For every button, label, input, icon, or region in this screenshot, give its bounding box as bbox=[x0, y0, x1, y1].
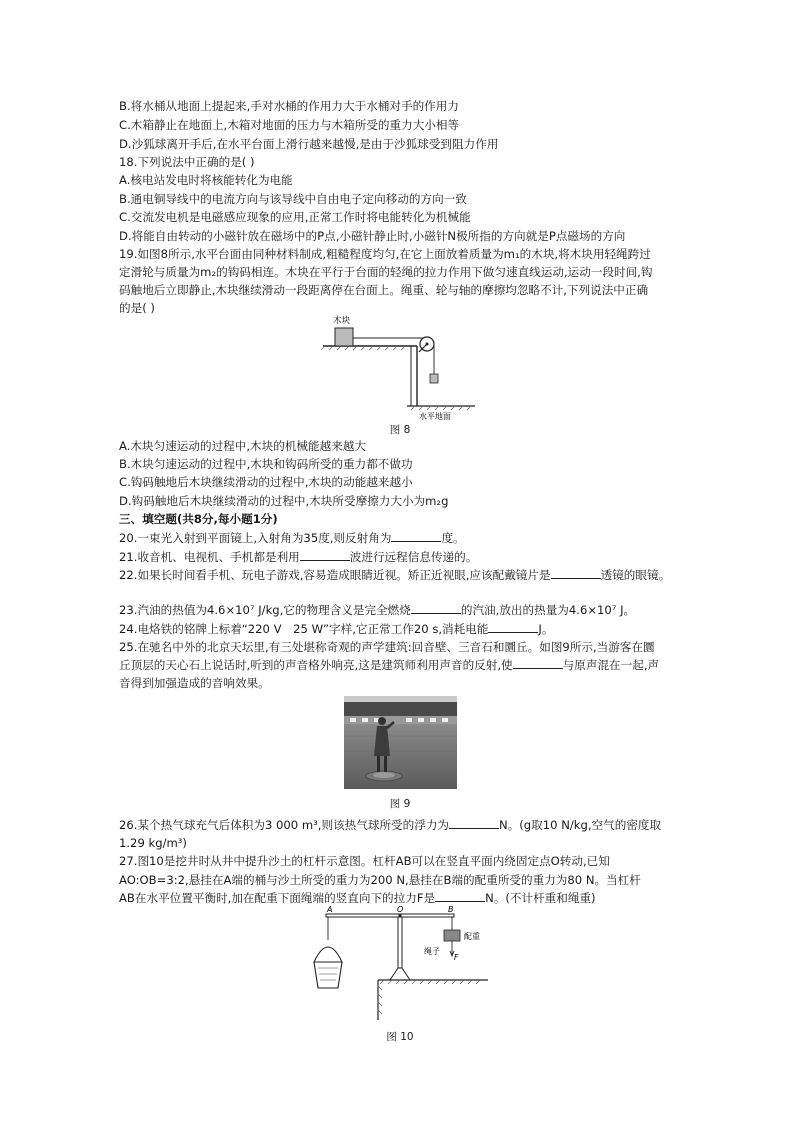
figure-8 bbox=[315, 312, 485, 420]
q22: 22.如果长时间看手机、玩电子游戏,容易造成眼睛近视。矫正近视眼,应该配戴镜片是 透镜的眼镜。 bbox=[119, 568, 671, 582]
q19-stem-1: 19.如图8所示,水平台面由同种材料制成,粗糙程度均匀,在它上面放着质量为m₁的木块,将木块用轻绳跨过 bbox=[119, 247, 651, 261]
rope-label: 绳子 bbox=[424, 947, 440, 956]
counterweight-label: 配重 bbox=[464, 932, 480, 941]
q19-stem-3: 码触地后立即静止,木块继续滑动一段距离停在台面上。绳重、轮与轴的摩擦均忽略不计,下列说法中正确 bbox=[119, 283, 649, 297]
q17-option-c: C.木箱静止在地面上,木箱对地面的压力与木箱所受的重力大小相等 bbox=[119, 118, 460, 132]
q19-stem-2: 定滑轮与质量为m₂的钩码相连。木块在平行于台面的轻绳的拉力作用下做匀速直线运动,运动一段时间,钩 bbox=[119, 265, 653, 279]
q27-line-3: AB在水平位置平衡时,加在配重下面绳端的竖直向下的拉力F是 N。(不计杆重和绳重) bbox=[119, 891, 596, 905]
block-label: 木块 bbox=[333, 316, 351, 326]
q19-option-a: A.木块匀速运动的过程中,木块的机械能越来越大 bbox=[119, 439, 366, 453]
q19-option-c: C.钩码触地后木块继续滑动的过程中,木块的动能越来越小 bbox=[119, 475, 413, 489]
point-a-label: A bbox=[327, 905, 333, 914]
q18-option-a: A.核电站发电时将核能转化为电能 bbox=[119, 173, 293, 187]
q19-option-b: B.木块匀速运动的过程中,木块和钩码所受的重力都不做功 bbox=[119, 457, 413, 471]
q18-option-d: D.将能自由转动的小磁针放在磁场中的P点,小磁针静止时,小磁针N极所指的方向就是P点磁场的方向 bbox=[119, 229, 626, 243]
ground-label: 水平地面 bbox=[419, 412, 451, 420]
q19-stem-4: 的是( ) bbox=[119, 301, 155, 315]
figure-8-caption: 图 8 bbox=[389, 424, 411, 436]
q23: 23.汽油的热值为4.6×10⁷ J/kg,它的物理含义是完全燃烧 的汽油,放出的热量为4.6×10⁷ J。 bbox=[119, 603, 636, 617]
q17-option-b: B.将水桶从地面上提起来,手对水桶的作用力大于水桶对手的作用力 bbox=[119, 99, 459, 113]
section-3-heading: 三、填空题(共8分,每小题1分) bbox=[119, 512, 278, 526]
force-label: F bbox=[454, 953, 459, 962]
point-b-label: B bbox=[448, 905, 454, 914]
counterweight bbox=[444, 930, 460, 941]
bucket-handle bbox=[314, 947, 342, 962]
q27-line-1: 27.图10是挖井时从井中提升沙土的杠杆示意图。杠杆AB可以在竖直平面内绕固定点O转动,已知 bbox=[119, 854, 610, 868]
q24: 24.电烙铁的铭牌上标着“220 V 25 W”字样,它正常工作20 s,消耗电能 J。 bbox=[119, 622, 554, 636]
q25-line-3: 音得到加强造成的音响效果。 bbox=[119, 676, 270, 690]
bucket bbox=[314, 962, 342, 988]
q18-option-b: B.通电铜导线中的电流方向与该导线中自由电子定向移动的方向一致 bbox=[119, 192, 467, 206]
q27-line-2: AO:OB=3:2,悬挂在A端的桶与沙土所受的重力为200 N,悬挂在B端的配重所受的重力为80 N。当杠杆 bbox=[119, 873, 641, 887]
q20: 20.一束光入射到平面镜上,入射角为35度,则反射角为 度。 bbox=[119, 531, 465, 545]
q25-line-1: 25.在驰名中外的北京天坛里,有三处堪称奇观的声学建筑:回音壁、三音石和圜丘。如图9所示,当游客在圜 bbox=[119, 640, 655, 654]
q21: 21.收音机、电视机、手机都是利用 波进行远程信息传递的。 bbox=[119, 550, 478, 564]
figure-9-caption: 图 9 bbox=[389, 798, 411, 810]
hook-weight bbox=[430, 374, 438, 383]
q26-line-2: 1.29 kg/m³) bbox=[119, 836, 187, 850]
point-o-label: O bbox=[397, 905, 404, 914]
figure-10-caption: 图 10 bbox=[386, 1031, 414, 1043]
lever-bar bbox=[326, 914, 454, 917]
q19-option-d: D.钩码触地后木块继续滑动的过程中,木块所受摩擦力大小为m₂g bbox=[119, 494, 449, 508]
figure-9-photo bbox=[344, 696, 457, 789]
q18-stem: 18.下列说法中正确的是( ) bbox=[119, 155, 255, 169]
q18-option-c: C.交流发电机是电磁感应现象的应用,正常工作时将电能转化为机械能 bbox=[119, 210, 471, 224]
wood-block bbox=[335, 328, 353, 346]
figure-10 bbox=[308, 902, 493, 1022]
q26-line-1: 26.某个热气球充气后体积为3 000 m³,则该热气球所受的浮力为 N。(g取10 N/kg,空气的密度取 bbox=[119, 818, 662, 832]
q17-option-d: D.沙狐球离开手后,在水平台面上滑行越来越慢,是由于沙狐球受到阻力作用 bbox=[119, 137, 499, 151]
q25-line-2: 丘顶层的天心石上说话时,听到的声音格外响亮,这是建筑师利用声音的反射,使 与原声混在一起,声 bbox=[119, 658, 660, 672]
